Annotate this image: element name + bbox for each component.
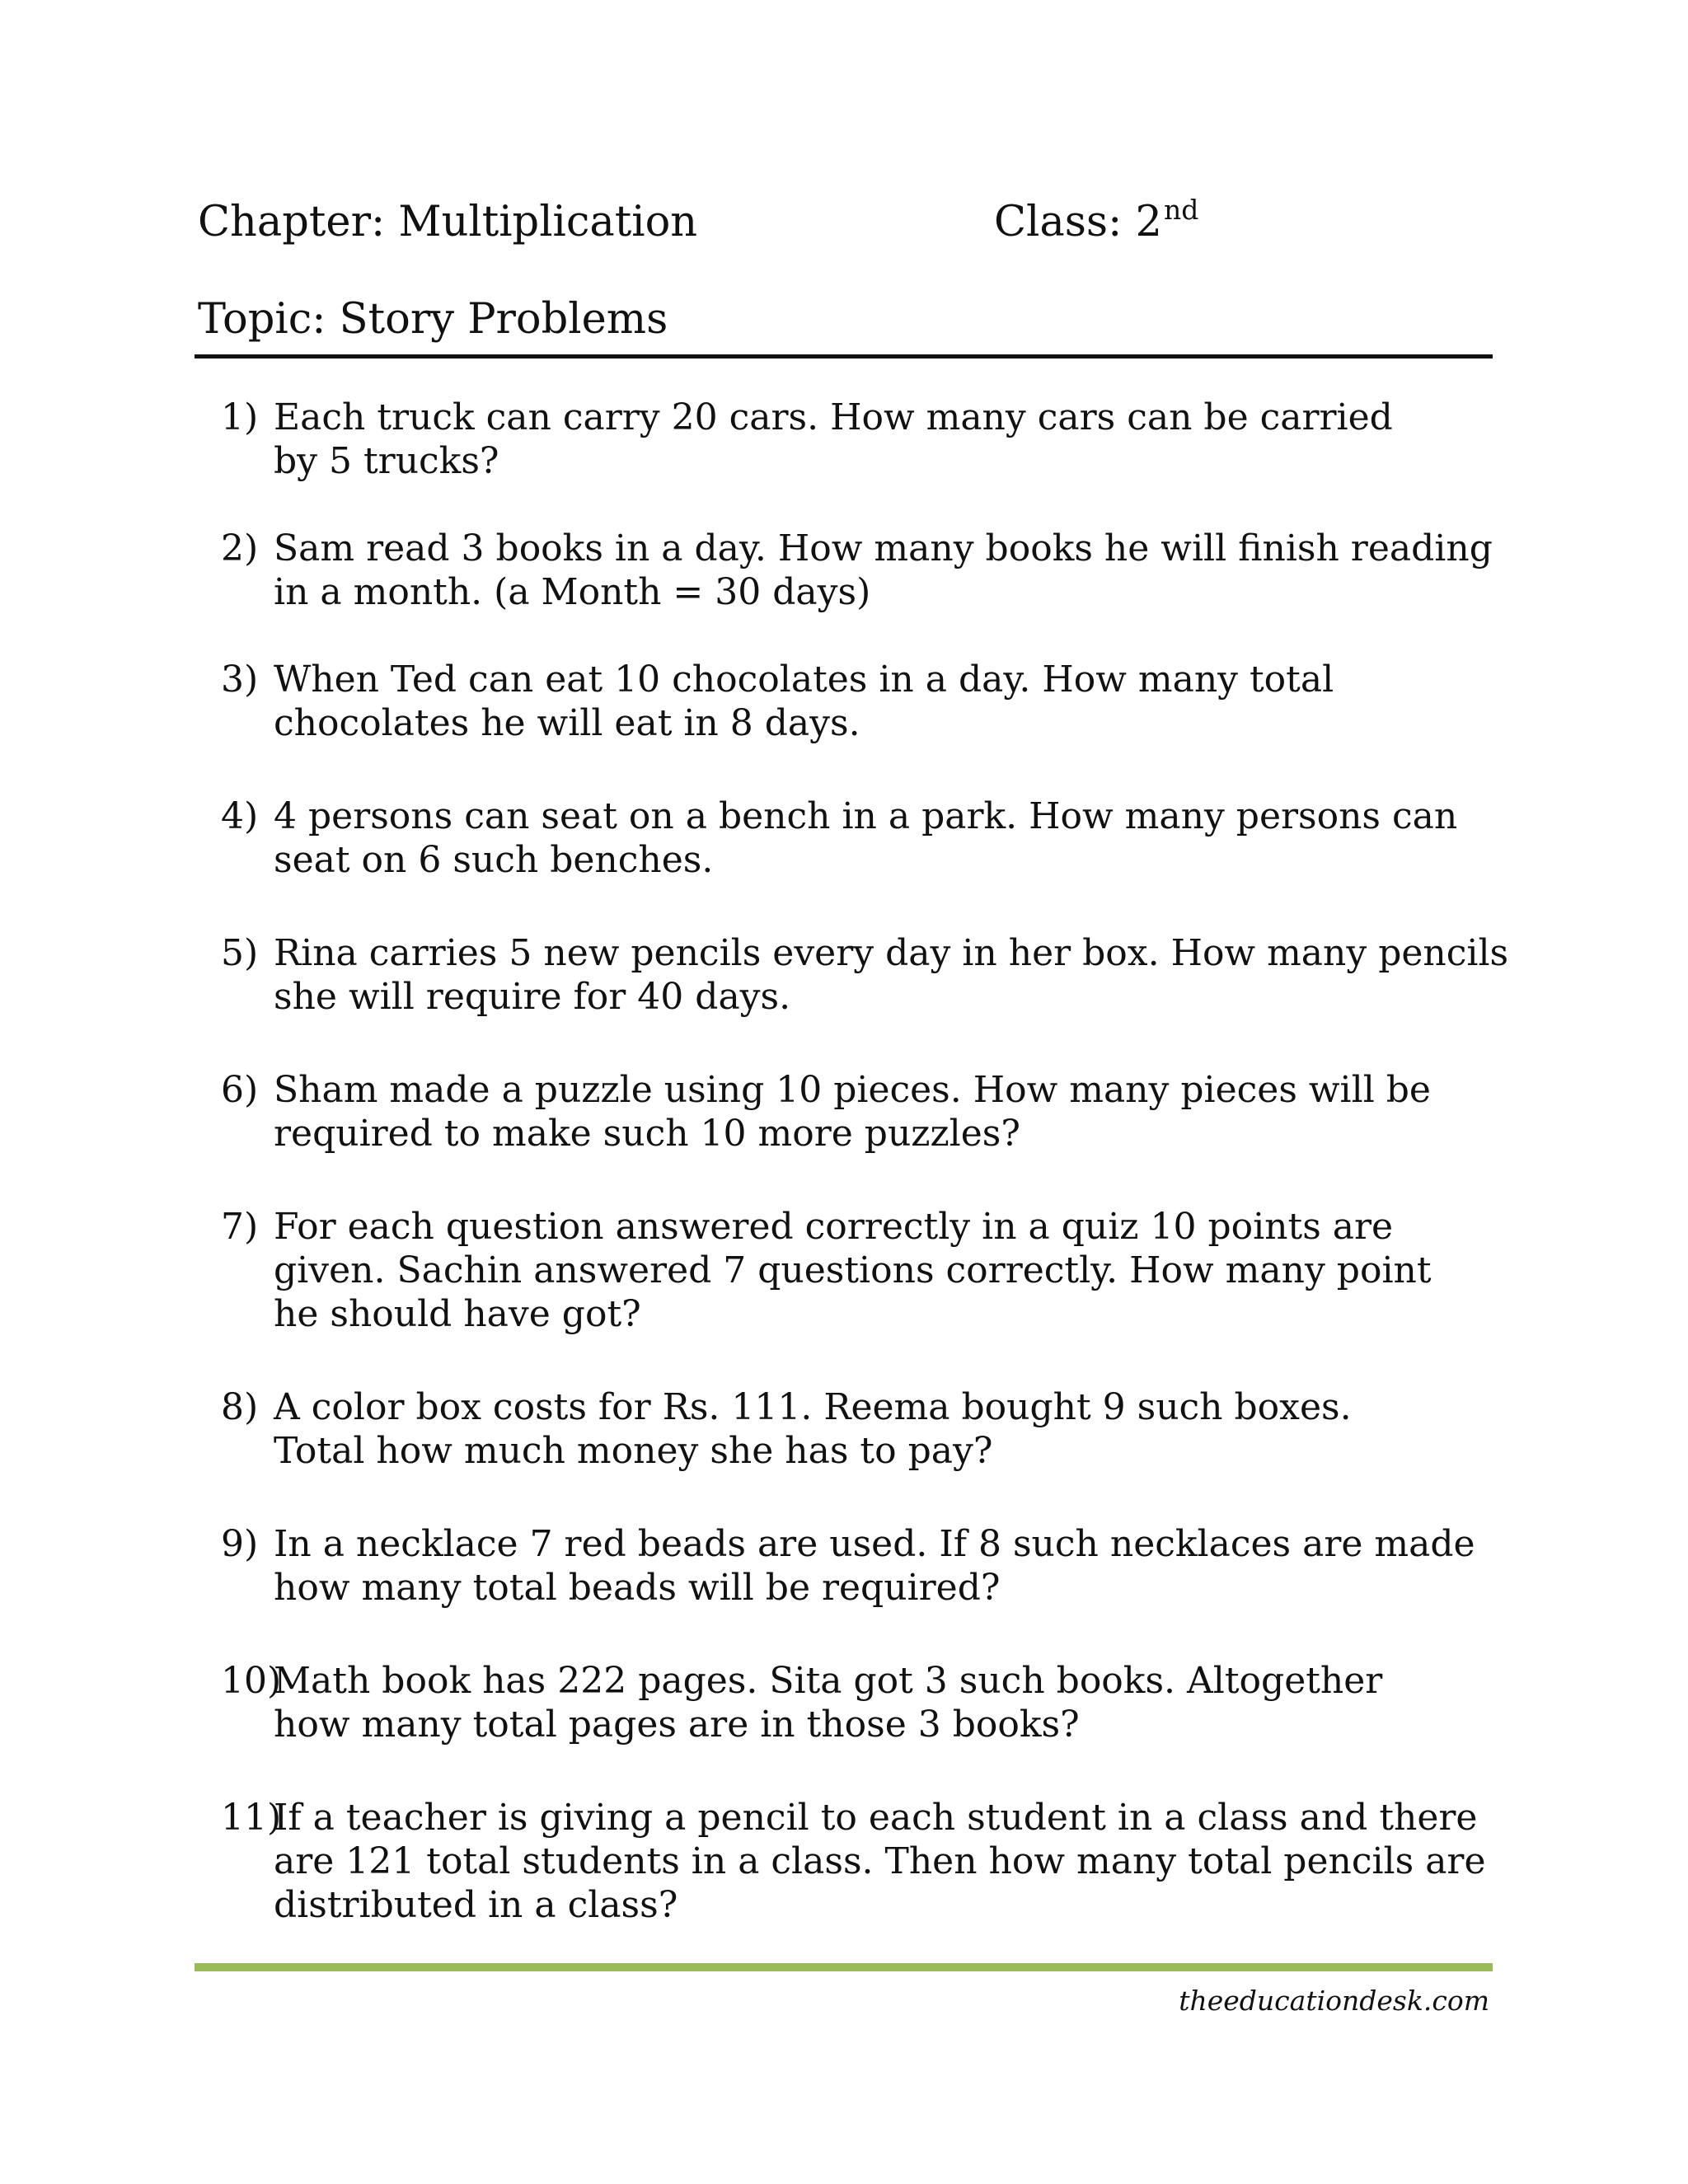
question-number: 10) xyxy=(221,1660,282,1702)
question-item xyxy=(221,1205,1507,1336)
question-number: 1) xyxy=(221,396,259,438)
question-item xyxy=(221,1068,1507,1155)
question-number: 7) xyxy=(221,1206,259,1248)
question-text: Sham made a puzzle using 10 pieces. How many pieces will be required to make such 10 more puzzles? xyxy=(274,1069,1431,1155)
question-item xyxy=(221,396,1507,483)
chapter-title: Chapter: Multiplication xyxy=(198,198,698,246)
question-text: A color box costs for Rs. 111. Reema bought 9 such boxes. Total how much money she has to pay? xyxy=(274,1386,1352,1472)
site-credit: theeducationdesk.com xyxy=(1179,1985,1489,2017)
question-text: Each truck can carry 20 cars. How many cars can be carried by 5 trucks? xyxy=(274,396,1393,482)
question-number: 4) xyxy=(221,795,259,837)
question-list xyxy=(221,396,1507,1927)
question-item xyxy=(221,658,1507,745)
class-label xyxy=(994,194,1199,251)
topic-title: Topic: Story Problems xyxy=(198,295,668,344)
question-item xyxy=(221,1385,1507,1473)
footer-divider xyxy=(195,1963,1493,1971)
question-text: 4 persons can seat on a bench in a park. How many persons can seat on 6 such benches. xyxy=(274,795,1458,881)
question-number: 2) xyxy=(221,527,259,569)
question-item xyxy=(221,1522,1507,1610)
question-text: Math book has 222 pages. Sita got 3 such books. Altogether how many total pages are in those 3 books? xyxy=(274,1660,1383,1746)
question-number: 8) xyxy=(221,1386,259,1428)
class-text: Class: 2 xyxy=(994,198,1162,246)
question-text: In a necklace 7 red beads are used. If 8 such necklaces are made how many total beads will be required? xyxy=(274,1523,1475,1609)
header-divider xyxy=(195,354,1493,359)
question-item xyxy=(221,1659,1507,1746)
question-item xyxy=(221,931,1507,1019)
question-item xyxy=(221,527,1507,614)
question-text: If a teacher is giving a pencil to each student in a class and there are 121 total students in a class. Then how many total pencils are distributed in a class? xyxy=(274,1797,1486,1926)
question-number: 6) xyxy=(221,1069,259,1111)
question-number: 5) xyxy=(221,932,259,974)
question-text: For each question answered correctly in a quiz 10 points are given. Sachin answered 7 questions correctly. How many point he should have got? xyxy=(274,1206,1432,1335)
class-suffix: nd xyxy=(1163,194,1199,226)
question-number: 3) xyxy=(221,658,259,701)
question-item xyxy=(221,794,1507,882)
question-number: 9) xyxy=(221,1523,259,1565)
question-text: Sam read 3 books in a day. How many books he will finish reading in a month. (a Month = 30 days) xyxy=(274,527,1493,613)
question-text: Rina carries 5 new pencils every day in her box. How many pencils she will require for 40 days. xyxy=(274,932,1509,1018)
question-item xyxy=(221,1796,1507,1927)
question-number: 11) xyxy=(221,1797,282,1839)
question-text: When Ted can eat 10 chocolates in a day. How many total chocolates he will eat in 8 days. xyxy=(274,658,1334,744)
